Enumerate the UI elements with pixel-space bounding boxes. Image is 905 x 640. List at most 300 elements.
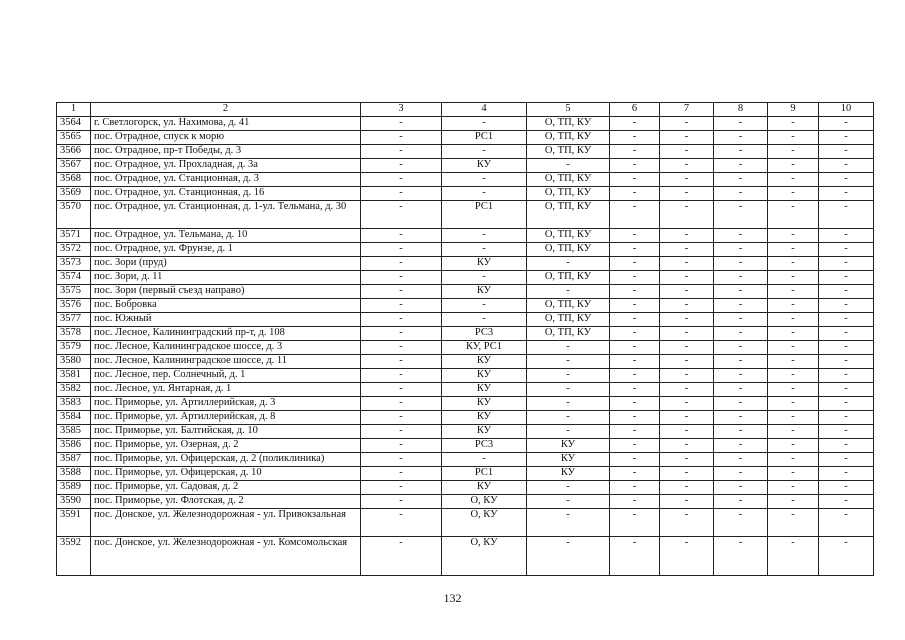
value-cell: - [527,495,610,509]
value-cell: - [819,467,874,481]
value-cell: - [527,285,610,299]
table-row [57,313,874,327]
value-cell: - [819,397,874,411]
value-cell: - [610,439,660,453]
value-cell: О, ТП, КУ [527,187,610,201]
value-cell: - [610,509,660,537]
value-cell: - [442,145,527,159]
value-cell: - [660,411,714,425]
column-header: 7 [660,103,714,117]
value-cell: - [714,537,768,576]
value-cell: - [714,341,768,355]
row-number-cell: 3582 [57,383,91,397]
value-cell: О, ТП, КУ [527,299,610,313]
value-cell: КУ [442,285,527,299]
value-cell: - [660,481,714,495]
value-cell: - [527,425,610,439]
row-number-cell: 3581 [57,369,91,383]
value-cell: - [819,229,874,243]
value-cell: - [714,453,768,467]
table-row [57,327,874,341]
value-cell: О, ТП, КУ [527,131,610,145]
value-cell: - [361,229,442,243]
value-cell: КУ [527,467,610,481]
value-cell: - [714,313,768,327]
address-cell: пос. Приморье, ул. Балтийская, д. 10 [91,425,361,439]
table-row [57,173,874,187]
value-cell: - [610,187,660,201]
value-cell: - [714,187,768,201]
value-cell: - [819,327,874,341]
value-cell: - [610,117,660,131]
address-cell: пос. Лесное, Калининградский пр-т, д. 108 [91,327,361,341]
value-cell: - [610,341,660,355]
value-cell: - [660,313,714,327]
value-cell: КУ [442,257,527,271]
table-row [57,509,874,537]
value-cell: - [768,299,819,313]
value-cell: - [610,271,660,285]
address-cell: пос. Приморье, ул. Офицерская, д. 2 (поликлиника) [91,453,361,467]
value-cell: О, КУ [442,495,527,509]
value-cell: - [361,509,442,537]
row-number-cell: 3570 [57,201,91,229]
value-cell: - [660,439,714,453]
value-cell: - [768,229,819,243]
value-cell: - [819,369,874,383]
value-cell: - [768,495,819,509]
row-number-cell: 3588 [57,467,91,481]
value-cell: КУ [442,397,527,411]
value-cell: - [361,537,442,576]
table-row [57,383,874,397]
value-cell: О, ТП, КУ [527,271,610,285]
value-cell: О, ТП, КУ [527,229,610,243]
address-cell: пос. Зори (первый съезд направо) [91,285,361,299]
value-cell: КУ [442,425,527,439]
column-header: 9 [768,103,819,117]
row-number-cell: 3590 [57,495,91,509]
value-cell: - [714,327,768,341]
value-cell: - [768,131,819,145]
value-cell: - [768,481,819,495]
value-cell: РС1 [442,131,527,145]
value-cell: О, ТП, КУ [527,201,610,229]
value-cell: - [768,411,819,425]
value-cell: - [610,355,660,369]
value-cell: - [819,453,874,467]
value-cell: - [768,439,819,453]
value-cell: - [768,313,819,327]
value-cell: - [768,173,819,187]
value-cell: - [442,313,527,327]
row-number-cell: 3591 [57,509,91,537]
value-cell: - [714,467,768,481]
value-cell: - [361,145,442,159]
table-row [57,117,874,131]
value-cell: О, ТП, КУ [527,145,610,159]
value-cell: - [768,397,819,411]
column-header: 4 [442,103,527,117]
address-cell: пос. Приморье, ул. Флотская, д. 2 [91,495,361,509]
value-cell: - [660,369,714,383]
value-cell: О, ТП, КУ [527,327,610,341]
column-header: 6 [610,103,660,117]
value-cell: - [660,495,714,509]
value-cell: - [660,299,714,313]
address-cell: пос. Отрадное, ул. Станционная, д. 16 [91,187,361,201]
value-cell: - [660,257,714,271]
value-cell: - [527,397,610,411]
value-cell: - [819,271,874,285]
value-cell: - [361,383,442,397]
value-cell: - [361,285,442,299]
value-cell: - [819,243,874,257]
address-cell: г. Светлогорск, ул. Нахимова, д. 41 [91,117,361,131]
value-cell: - [361,131,442,145]
value-cell: - [660,159,714,173]
row-number-cell: 3585 [57,425,91,439]
value-cell: - [714,397,768,411]
value-cell: - [768,159,819,173]
value-cell: - [442,187,527,201]
value-cell: - [660,355,714,369]
row-number-cell: 3564 [57,117,91,131]
value-cell: - [714,383,768,397]
value-cell: - [660,243,714,257]
value-cell: - [819,257,874,271]
value-cell: - [610,173,660,187]
value-cell: - [819,341,874,355]
value-cell: - [610,327,660,341]
address-cell: пос. Зори (пруд) [91,257,361,271]
value-cell: - [361,355,442,369]
value-cell: КУ [442,355,527,369]
value-cell: - [527,369,610,383]
address-cell: пос. Южный [91,313,361,327]
value-cell: - [819,201,874,229]
value-cell: - [361,495,442,509]
value-cell: - [768,341,819,355]
value-cell: - [610,537,660,576]
table-row [57,355,874,369]
value-cell: - [714,285,768,299]
value-cell: - [361,313,442,327]
value-cell: - [714,425,768,439]
value-cell: - [660,383,714,397]
value-cell: - [819,131,874,145]
table-row [57,145,874,159]
value-cell: КУ, РС1 [442,341,527,355]
value-cell: - [610,383,660,397]
value-cell: - [527,355,610,369]
row-number-cell: 3579 [57,341,91,355]
value-cell: - [714,131,768,145]
value-cell: - [768,271,819,285]
registry-table [56,102,874,576]
value-cell: - [660,271,714,285]
value-cell: - [819,411,874,425]
table-row [57,439,874,453]
value-cell: - [819,299,874,313]
value-cell: - [527,257,610,271]
table-row [57,257,874,271]
value-cell: О, ТП, КУ [527,173,610,187]
value-cell: - [714,173,768,187]
value-cell: - [610,397,660,411]
value-cell: - [610,411,660,425]
row-number-cell: 3580 [57,355,91,369]
value-cell: - [361,453,442,467]
address-cell: пос. Донское, ул. Железнодорожная - ул. Привокзальная [91,509,361,537]
address-cell: пос. Приморье, ул. Офицерская, д. 10 [91,467,361,481]
value-cell: - [610,243,660,257]
value-cell: - [442,299,527,313]
address-cell: пос. Отрадное, ул. Прохладная, д. 3а [91,159,361,173]
value-cell: - [768,425,819,439]
value-cell: - [714,299,768,313]
value-cell: - [361,117,442,131]
value-cell: - [819,537,874,576]
page-number: 132 [443,591,462,605]
value-cell: - [768,453,819,467]
column-header: 8 [714,103,768,117]
value-cell: - [768,383,819,397]
value-cell: - [768,327,819,341]
value-cell: РС1 [442,201,527,229]
table-row [57,411,874,425]
value-cell: - [660,425,714,439]
table-row [57,537,874,576]
value-cell: - [714,201,768,229]
value-cell: - [610,229,660,243]
value-cell: - [819,313,874,327]
value-cell: О, ТП, КУ [527,117,610,131]
value-cell: - [714,369,768,383]
table-row [57,285,874,299]
row-number-cell: 3592 [57,537,91,576]
value-cell: - [610,425,660,439]
value-cell: - [610,495,660,509]
value-cell: О, КУ [442,509,527,537]
value-cell: - [660,397,714,411]
value-cell: КУ [442,369,527,383]
value-cell: - [610,145,660,159]
address-cell: пос. Лесное, Калининградское шоссе, д. 11 [91,355,361,369]
column-header: 1 [57,103,91,117]
value-cell: РС1 [442,467,527,481]
table-row [57,425,874,439]
address-cell: пос. Приморье, ул. Артиллерийская, д. 3 [91,397,361,411]
value-cell: - [714,481,768,495]
address-cell: пос. Отрадное, ул. Станционная, д. 1-ул. Тельмана, д. 30 [91,201,361,229]
value-cell: - [714,229,768,243]
value-cell: - [660,229,714,243]
column-header: 5 [527,103,610,117]
value-cell: - [361,341,442,355]
table-row [57,299,874,313]
value-cell: - [714,243,768,257]
value-cell: - [660,285,714,299]
value-cell: - [361,411,442,425]
value-cell: - [819,145,874,159]
value-cell: - [714,271,768,285]
row-number-cell: 3583 [57,397,91,411]
value-cell: - [361,299,442,313]
row-number-cell: 3566 [57,145,91,159]
table-row [57,341,874,355]
value-cell: О, КУ [442,537,527,576]
column-header: 10 [819,103,874,117]
value-cell: - [714,145,768,159]
value-cell: - [442,173,527,187]
address-cell: пос. Отрадное, ул. Фрунзе, д. 1 [91,243,361,257]
value-cell: - [714,257,768,271]
table-row [57,243,874,257]
value-cell: - [819,509,874,537]
value-cell: - [660,537,714,576]
value-cell: - [660,131,714,145]
value-cell: - [527,537,610,576]
value-cell: - [442,229,527,243]
value-cell: - [660,187,714,201]
value-cell: - [660,467,714,481]
value-cell: - [610,453,660,467]
address-cell: пос. Донское, ул. Железнодорожная - ул. Комсомольская [91,537,361,576]
value-cell: - [442,243,527,257]
table-row [57,453,874,467]
value-cell: - [819,495,874,509]
value-cell: - [660,453,714,467]
value-cell: - [527,481,610,495]
value-cell: КУ [442,383,527,397]
address-cell: пос. Бобровка [91,299,361,313]
value-cell: - [819,425,874,439]
value-cell: - [768,187,819,201]
row-number-cell: 3576 [57,299,91,313]
value-cell: - [714,495,768,509]
value-cell: КУ [442,411,527,425]
value-cell: - [442,271,527,285]
value-cell: - [361,425,442,439]
address-cell: пос. Лесное, ул. Янтарная, д. 1 [91,383,361,397]
value-cell: О, ТП, КУ [527,243,610,257]
value-cell: - [610,467,660,481]
row-number-cell: 3584 [57,411,91,425]
value-cell: - [768,467,819,481]
value-cell: - [660,341,714,355]
value-cell: - [527,159,610,173]
table-row [57,131,874,145]
value-cell: - [361,257,442,271]
column-header: 2 [91,103,361,117]
value-cell: - [361,173,442,187]
value-cell: - [819,173,874,187]
value-cell: - [660,173,714,187]
value-cell: - [361,397,442,411]
value-cell: - [714,355,768,369]
address-cell: пос. Отрадное, ул. Станционная, д. 3 [91,173,361,187]
value-cell: - [361,243,442,257]
header-row [57,103,874,117]
address-cell: пос. Приморье, ул. Артиллерийская, д. 8 [91,411,361,425]
value-cell: - [442,453,527,467]
value-cell: - [610,285,660,299]
row-number-cell: 3565 [57,131,91,145]
table-row [57,467,874,481]
value-cell: - [361,201,442,229]
address-cell: пос. Лесное, Калининградское шоссе, д. 3 [91,341,361,355]
row-number-cell: 3577 [57,313,91,327]
value-cell: - [819,355,874,369]
value-cell: КУ [442,159,527,173]
table-row [57,495,874,509]
column-header: 3 [361,103,442,117]
value-cell: - [714,509,768,537]
table-row [57,481,874,495]
value-cell: - [361,271,442,285]
value-cell: - [768,145,819,159]
value-cell: - [819,481,874,495]
table-row [57,397,874,411]
value-cell: - [768,201,819,229]
value-cell: - [610,299,660,313]
row-number-cell: 3567 [57,159,91,173]
value-cell: РС3 [442,439,527,453]
value-cell: - [610,201,660,229]
value-cell: КУ [527,439,610,453]
value-cell: - [714,411,768,425]
row-number-cell: 3587 [57,453,91,467]
table-row [57,229,874,243]
value-cell: - [660,145,714,159]
table-row [57,159,874,173]
row-number-cell: 3572 [57,243,91,257]
value-cell: - [610,481,660,495]
value-cell: - [361,467,442,481]
value-cell: - [660,201,714,229]
value-cell: - [768,537,819,576]
address-cell: пос. Отрадное, пр-т Победы, д. 3 [91,145,361,159]
value-cell: - [527,383,610,397]
table-row [57,369,874,383]
value-cell: - [610,131,660,145]
value-cell: - [361,327,442,341]
value-cell: РС3 [442,327,527,341]
table-row [57,201,874,229]
table-body [57,117,874,576]
value-cell: - [610,313,660,327]
value-cell: - [660,509,714,537]
row-number-cell: 3569 [57,187,91,201]
address-cell: пос. Лесное, пер. Солнечный, д. 1 [91,369,361,383]
value-cell: О, ТП, КУ [527,313,610,327]
row-number-cell: 3578 [57,327,91,341]
row-number-cell: 3586 [57,439,91,453]
value-cell: - [768,355,819,369]
table-row [57,187,874,201]
value-cell: КУ [442,481,527,495]
value-cell: - [819,439,874,453]
row-number-cell: 3571 [57,229,91,243]
value-cell: - [714,117,768,131]
value-cell: - [819,383,874,397]
value-cell: - [610,159,660,173]
value-cell: - [768,257,819,271]
value-cell: - [361,159,442,173]
value-cell: КУ [527,453,610,467]
row-number-cell: 3589 [57,481,91,495]
